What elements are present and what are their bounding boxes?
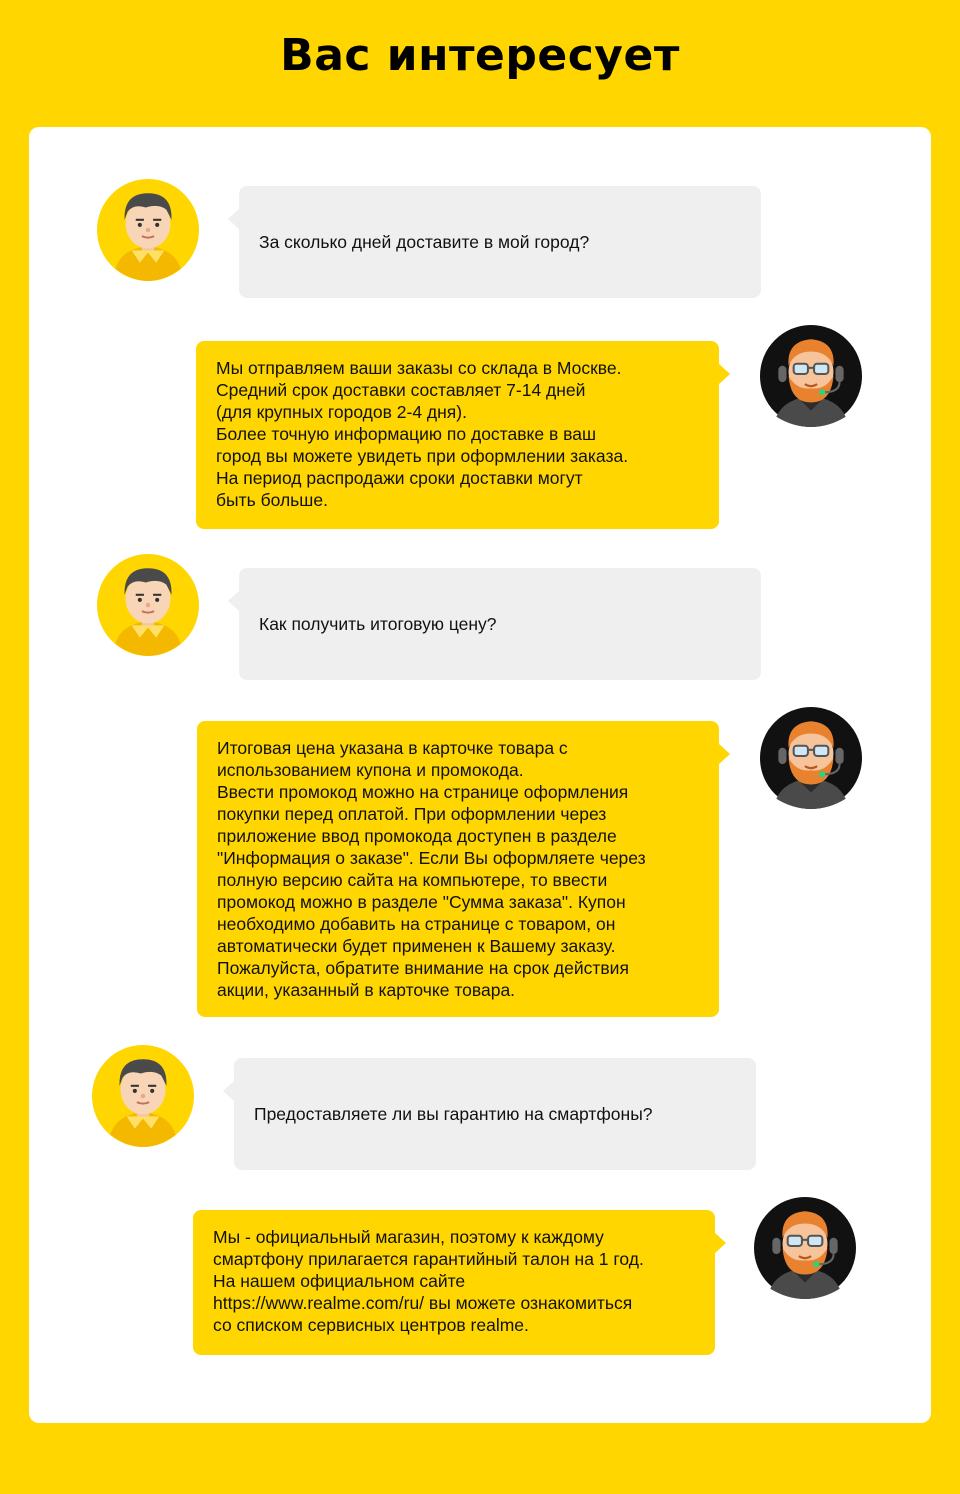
message-line: быть больше. <box>216 490 328 510</box>
message-line: Мы отправляем ваши заказы со склада в Москве. <box>216 358 622 378</box>
message-line: За сколько дней доставите в мой город? <box>259 232 590 252</box>
message-line: Пожалуйста, обратите внимание на срок действия <box>217 958 629 978</box>
question-bubble <box>239 568 761 680</box>
message-line: На нашем официальном сайте <box>213 1271 466 1291</box>
customer-avatar-icon <box>97 179 199 281</box>
bubble-tail <box>228 590 240 612</box>
bubble-tail <box>223 1080 235 1102</box>
question-text <box>254 1103 653 1125</box>
message-line: со списком сервисных центров realme. <box>213 1315 529 1335</box>
question-text <box>259 613 497 635</box>
page-title: Вас интересует <box>280 30 680 81</box>
message-line: приложение ввод промокода доступен в разделе <box>217 826 617 846</box>
message-line: Как получить итоговую цену? <box>259 614 497 634</box>
message-line: покупки перед оплатой. При оформлении через <box>217 804 607 824</box>
bubble-tail <box>718 363 730 385</box>
answer-bubble <box>197 721 719 1017</box>
message-line: автоматически будет применен к Вашему заказу. <box>217 936 616 956</box>
bubble-tail <box>714 1232 726 1254</box>
message-line: смартфону прилагается гарантийный талон на 1 год. <box>213 1249 644 1269</box>
question-bubble <box>234 1058 756 1170</box>
message-line: На период распродажи сроки доставки могут <box>216 468 583 488</box>
message-line: использованием купона и промокода. <box>217 760 524 780</box>
answer-bubble <box>196 341 719 529</box>
customer-avatar-icon <box>97 554 199 656</box>
message-line: полную версию сайта на компьютере, то ввести <box>217 870 608 890</box>
bubble-tail <box>228 208 240 230</box>
answer-bubble <box>193 1210 715 1355</box>
support-agent-avatar-icon <box>760 707 862 809</box>
message-line: Мы - официальный магазин, поэтому к каждому <box>213 1227 604 1247</box>
message-line: акции, указанный в карточке товара. <box>217 980 516 1000</box>
support-agent-avatar-icon <box>754 1197 856 1299</box>
message-line: "Информация о заказе". Если Вы оформляете через <box>217 848 646 868</box>
message-line: Средний срок доставки составляет 7-14 дней <box>216 380 586 400</box>
question-bubble <box>239 186 761 298</box>
support-agent-avatar-icon <box>760 325 862 427</box>
question-text <box>259 231 589 253</box>
faq-card <box>29 127 931 1423</box>
message-line: Ввести промокод можно на странице оформления <box>217 782 629 802</box>
message-line: необходимо добавить на странице с товаром, он <box>217 914 616 934</box>
message-line: Предоставляете ли вы гарантию на смартфоны? <box>254 1104 653 1124</box>
message-line: https://www.realme.com/ru/ вы можете ознакомиться <box>213 1293 633 1313</box>
message-line: город вы можете увидеть при оформлении заказа. <box>216 446 629 466</box>
message-line: Более точную информацию по доставке в ваш <box>216 424 597 444</box>
customer-avatar-icon <box>92 1045 194 1147</box>
message-line: Итоговая цена указана в карточке товара с <box>217 738 568 758</box>
message-line: промокод можно в разделе "Сумма заказа". Купон <box>217 892 626 912</box>
message-line: (для крупных городов 2-4 дня). <box>216 402 467 422</box>
bubble-tail <box>718 743 730 765</box>
